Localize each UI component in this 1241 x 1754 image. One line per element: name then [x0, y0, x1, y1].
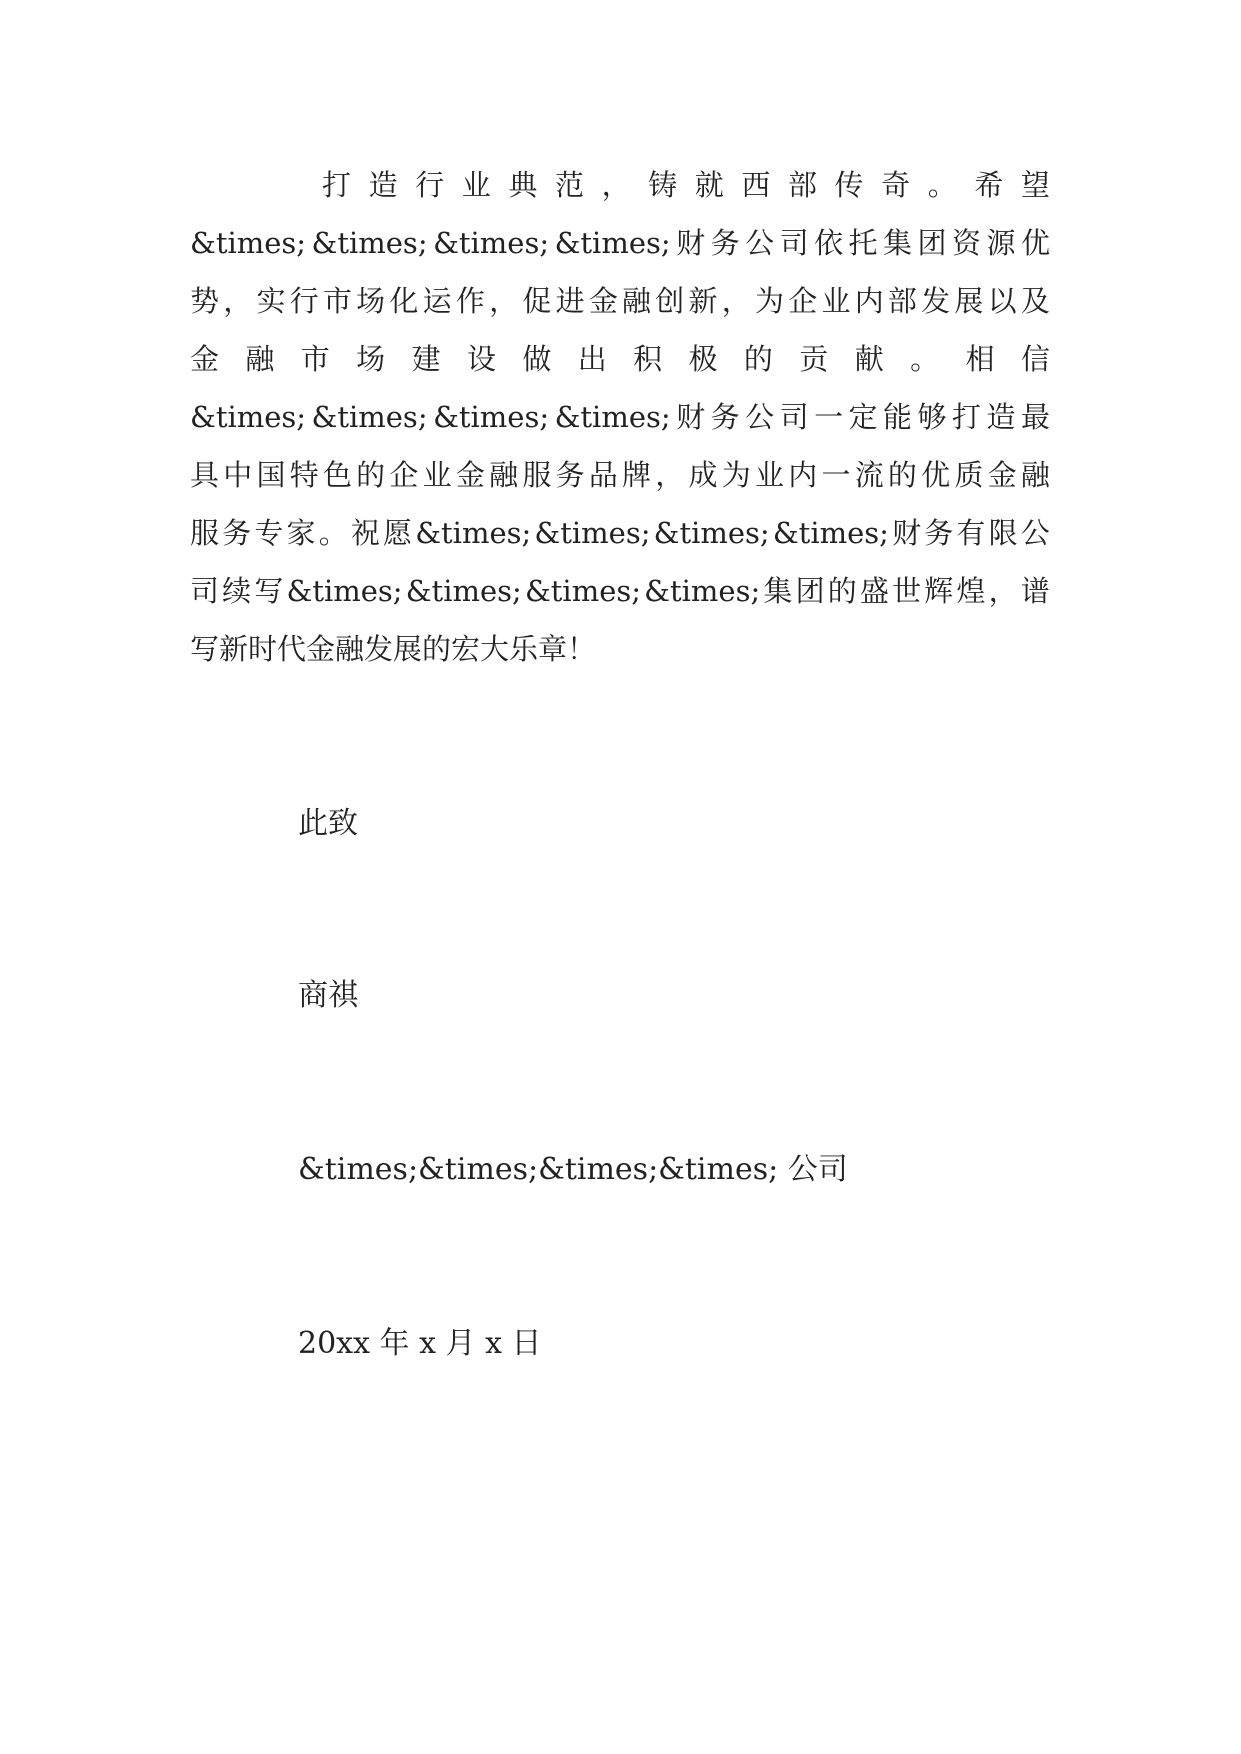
- paragraph-token: 势: [190, 284, 220, 318]
- paragraph-token: 行: [289, 284, 319, 318]
- paragraph-token: 能: [883, 400, 913, 434]
- paragraph-token: 范: [554, 168, 584, 202]
- paragraph-token: 西: [741, 168, 771, 202]
- paragraph-token: ，: [489, 284, 519, 318]
- paragraph-token: 流: [854, 458, 884, 492]
- paragraph-token: ，: [223, 284, 253, 318]
- paragraph-token: 创: [655, 284, 685, 318]
- paragraph-token: 优: [1020, 226, 1050, 260]
- paragraph-token: 业: [754, 458, 784, 492]
- paragraph-token: 场: [356, 284, 386, 318]
- paragraph-token: 实: [256, 284, 286, 318]
- paragraph-line-1: [322, 156, 1050, 214]
- paragraph-token: 融: [245, 342, 275, 376]
- paragraph-token: ，: [988, 574, 1018, 608]
- paragraph-token: 行: [415, 168, 445, 202]
- paragraph-token: 望: [1020, 168, 1050, 202]
- paragraph-token: 辉: [924, 574, 954, 608]
- paragraph-token: 团: [917, 226, 947, 260]
- paragraph-token: 公: [745, 226, 775, 260]
- paragraph-line-3: [190, 272, 1050, 330]
- paragraph-line-5: [190, 388, 1050, 446]
- paragraph-token: 进: [555, 284, 585, 318]
- paragraph-token: 的: [887, 458, 917, 492]
- paragraph-token: 金: [987, 458, 1017, 492]
- paragraph-token: 国: [256, 458, 286, 492]
- paragraph-token: 定: [848, 400, 878, 434]
- paragraph-token: 打: [322, 168, 352, 202]
- paragraph-token: 化: [389, 284, 419, 318]
- paragraph-token: 司: [779, 226, 809, 260]
- paragraph-token: 务: [924, 516, 954, 550]
- paragraph-token: 内: [854, 284, 884, 318]
- paragraph-token: 司: [779, 400, 809, 434]
- paragraph-token: 一: [814, 400, 844, 434]
- paragraph-token: &times;: [554, 400, 671, 434]
- paragraph-token: &times;: [644, 574, 761, 608]
- paragraph-token: 世: [892, 574, 922, 608]
- paragraph-token: 为: [721, 458, 751, 492]
- paragraph-token: 设: [466, 342, 496, 376]
- paragraph-token: 品: [588, 458, 618, 492]
- paragraph-token: 。: [927, 168, 957, 202]
- paragraph-token: 建: [411, 342, 441, 376]
- company-name: &times;&times;&times;&times; 公司: [298, 1152, 848, 1187]
- paragraph-token: 业: [422, 458, 452, 492]
- paragraph-token: 以: [987, 284, 1017, 318]
- paragraph-token: 牌: [622, 458, 652, 492]
- paragraph-token: 谱: [1020, 574, 1050, 608]
- paragraph-token: 公: [1020, 516, 1050, 550]
- paragraph-token: 服: [190, 516, 220, 550]
- paragraph-token: 新: [688, 284, 718, 318]
- paragraph-token: 。: [318, 516, 348, 550]
- paragraph-token: 限: [988, 516, 1018, 550]
- paragraph-token: 集: [763, 574, 793, 608]
- paragraph-token: 希: [974, 168, 1004, 202]
- paragraph-token: &times;: [534, 516, 651, 550]
- paragraph-token: 公: [745, 400, 775, 434]
- paragraph-token: 服: [522, 458, 552, 492]
- paragraph-token: 煌: [956, 574, 986, 608]
- paragraph-token: 依: [814, 226, 844, 260]
- paragraph-token: 家: [286, 516, 316, 550]
- paragraph-token: 运: [422, 284, 452, 318]
- paragraph-token: 打: [952, 400, 982, 434]
- paragraph-token: 作: [455, 284, 485, 318]
- paragraph-line-4: [190, 330, 1050, 388]
- paragraph-token: 财: [676, 400, 706, 434]
- paragraph-token: &times;: [415, 516, 532, 550]
- paragraph-token: 。: [910, 342, 940, 376]
- paragraph-token: 出: [577, 342, 607, 376]
- paragraph-token: 传: [834, 168, 864, 202]
- paragraph-token: 部: [787, 168, 817, 202]
- paragraph-token: &times;: [311, 400, 428, 434]
- paragraph-token: 财: [676, 226, 706, 260]
- paragraph-token: 色: [322, 458, 352, 492]
- paragraph-token: 为: [754, 284, 784, 318]
- paragraph-token: ，: [655, 458, 685, 492]
- paragraph-token: 场: [356, 342, 386, 376]
- paragraph-token: 务: [710, 400, 740, 434]
- paragraph-token: &times;: [433, 226, 550, 260]
- paragraph-token: ，: [601, 168, 631, 202]
- paragraph-token: 造: [986, 400, 1016, 434]
- paragraph-line-7: [190, 504, 1050, 562]
- paragraph-token: 资: [952, 226, 982, 260]
- paragraph-token: &times;: [286, 574, 403, 608]
- paragraph-token: &times;: [554, 226, 671, 260]
- paragraph-token: 愿: [383, 516, 413, 550]
- paragraph-token: 的: [827, 574, 857, 608]
- paragraph-token: 市: [300, 342, 330, 376]
- paragraph-token: 相: [965, 342, 995, 376]
- paragraph-token: 务: [222, 516, 252, 550]
- paragraph-token: 发: [921, 284, 951, 318]
- paragraph-token: 有: [956, 516, 986, 550]
- paragraph-line-6: [190, 446, 1050, 504]
- paragraph-token: 融: [1020, 458, 1050, 492]
- paragraph-token: 就: [694, 168, 724, 202]
- paragraph-token: 特: [289, 458, 319, 492]
- paragraph-token: 成: [688, 458, 718, 492]
- paragraph-token: 中: [223, 458, 253, 492]
- paragraph-token: 金: [588, 284, 618, 318]
- paragraph-token: 企: [389, 458, 419, 492]
- paragraph-token: 信: [1020, 342, 1050, 376]
- paragraph-token: 典: [508, 168, 538, 202]
- paragraph-token: 祝: [350, 516, 380, 550]
- paragraph-token: 优: [921, 458, 951, 492]
- letter-date: 20xx 年 x 月 x 日: [298, 1326, 542, 1361]
- paragraph-token: 做: [522, 342, 552, 376]
- paragraph-token: 司: [190, 574, 220, 608]
- paragraph-token: 业: [461, 168, 491, 202]
- paragraph-token: 贡: [799, 342, 829, 376]
- paragraph-token: &times;: [190, 400, 307, 434]
- paragraph-token: 造: [368, 168, 398, 202]
- paragraph-token: 源: [986, 226, 1016, 260]
- paragraph-token: 积: [633, 342, 663, 376]
- paragraph-token: 融: [489, 458, 519, 492]
- salutation: 此致: [298, 806, 358, 841]
- paragraph-token: 金: [190, 342, 220, 376]
- paragraph-token: 促: [522, 284, 552, 318]
- paragraph-token: 融: [622, 284, 652, 318]
- paragraph-token: ，: [721, 284, 751, 318]
- paragraph-token: 够: [917, 400, 947, 434]
- paragraph-token: 展: [954, 284, 984, 318]
- paragraph-token: &times;: [524, 574, 642, 608]
- paragraph-token: 托: [848, 226, 878, 260]
- paragraph-token: 部: [887, 284, 917, 318]
- paragraph-token: 写: [254, 574, 284, 608]
- paragraph-token: 及: [1020, 284, 1050, 318]
- paragraph-token: 最: [1020, 400, 1050, 434]
- paragraph-token: 的: [356, 458, 386, 492]
- greeting: 商祺: [298, 978, 358, 1013]
- paragraph-token: &times;: [190, 226, 307, 260]
- paragraph-token: 的: [743, 342, 773, 376]
- paragraph-token: 质: [954, 458, 984, 492]
- paragraph-token: 专: [254, 516, 284, 550]
- paragraph-token: 极: [688, 342, 718, 376]
- paragraph-line-2: [190, 214, 1050, 272]
- paragraph-token: 内: [788, 458, 818, 492]
- paragraph-token: &times;: [772, 516, 889, 550]
- paragraph-line-9: 写新时代金融发展的宏大乐章！: [190, 632, 597, 666]
- paragraph-token: 财: [892, 516, 922, 550]
- paragraph-token: 业: [821, 284, 851, 318]
- paragraph-token: 集: [883, 226, 913, 260]
- paragraph-token: 盛: [859, 574, 889, 608]
- paragraph-token: 奇: [881, 168, 911, 202]
- paragraph-token: 务: [710, 226, 740, 260]
- paragraph-token: 市: [322, 284, 352, 318]
- paragraph-token: 铸: [648, 168, 678, 202]
- paragraph-token: 献: [854, 342, 884, 376]
- paragraph-token: 企: [788, 284, 818, 318]
- paragraph-token: 一: [821, 458, 851, 492]
- paragraph-token: 务: [555, 458, 585, 492]
- paragraph-token: &times;: [405, 574, 522, 608]
- paragraph-token: 金: [455, 458, 485, 492]
- paragraph-token: 续: [222, 574, 252, 608]
- paragraph-token: &times;: [311, 226, 428, 260]
- paragraph-token: 团: [795, 574, 825, 608]
- paragraph-token: 具: [190, 458, 220, 492]
- paragraph-token: &times;: [653, 516, 770, 550]
- paragraph-line-8: [190, 562, 1050, 620]
- paragraph-token: &times;: [433, 400, 550, 434]
